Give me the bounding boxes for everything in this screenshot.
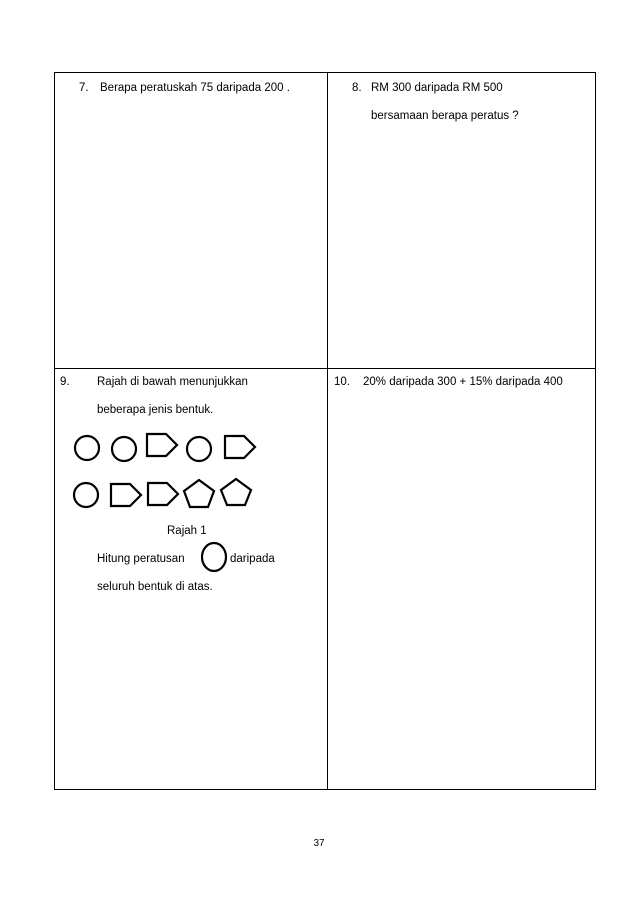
q7-text: Berapa peratuskah 75 daripada 200 .: [100, 82, 290, 94]
circle-icon: [112, 437, 136, 461]
pentagon-arrow-icon: [148, 483, 178, 505]
figure-caption: Rajah 1: [167, 525, 207, 537]
pentagon-arrow-icon: [147, 434, 177, 456]
q8-line2: bersamaan berapa peratus ?: [371, 110, 519, 122]
q9-line1: Rajah di bawah menunjukkan: [97, 376, 248, 388]
q9-ask-after: daripada: [230, 553, 275, 565]
pentagon-icon: [221, 479, 251, 505]
q8-number: 8.: [352, 82, 362, 94]
q7-number: 7.: [79, 82, 89, 94]
pentagon-icon: [184, 480, 214, 507]
pentagon-arrow-icon: [111, 484, 141, 506]
circle-icon: [74, 483, 98, 507]
q9-number: 9.: [60, 376, 70, 388]
pentagon-arrow-icon: [225, 436, 255, 458]
circle-icon: [75, 436, 99, 460]
q10-number: 10.: [334, 376, 350, 388]
circle-icon: [202, 543, 226, 571]
q9-line2: beberapa jenis bentuk.: [97, 404, 214, 416]
page-number: 37: [313, 838, 325, 849]
q8-line1: RM 300 daripada RM 500: [371, 82, 503, 94]
q9-ask-before: Hitung peratusan: [97, 553, 185, 565]
circle-icon: [187, 437, 211, 461]
q10-text: 20% daripada 300 + 15% daripada 400: [363, 376, 563, 388]
q9-ask-line2: seluruh bentuk di atas.: [97, 581, 213, 593]
